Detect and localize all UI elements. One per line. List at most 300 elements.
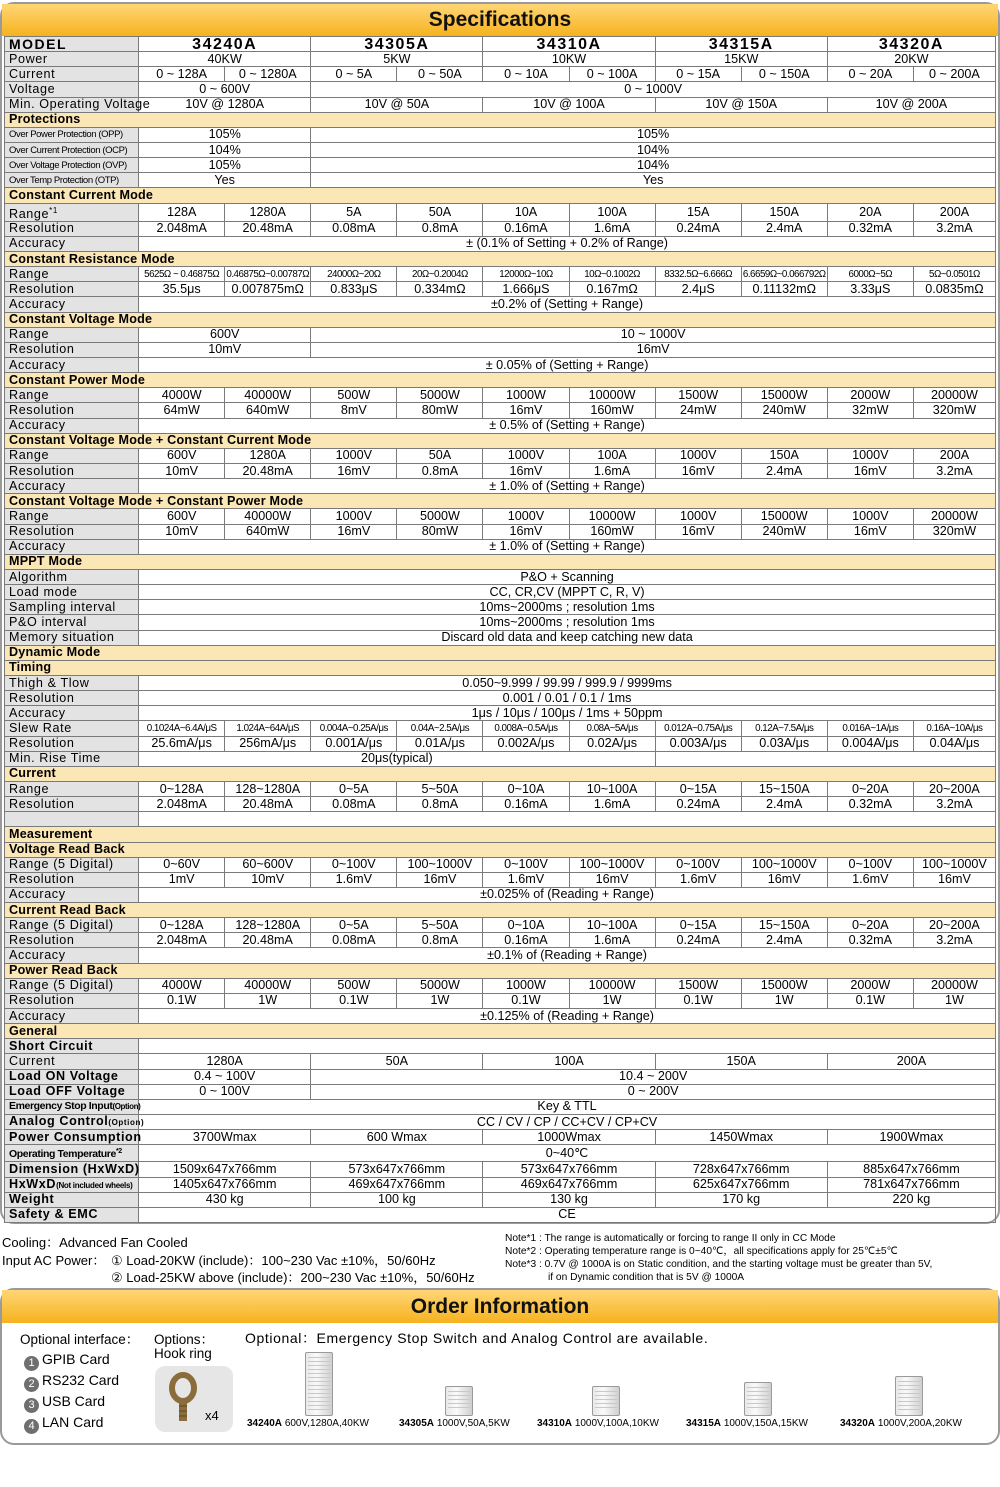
value-cell: 0.24mA <box>655 797 741 812</box>
value-cell: 781x647x766mm <box>827 1177 995 1192</box>
value-cell: 15000W <box>741 978 827 993</box>
value-cell: 50A <box>397 203 483 221</box>
optional-interface-title: Optional interface： <box>20 1332 140 1347</box>
product-image-34240a <box>305 1352 333 1416</box>
value-cell: 1000Wmax <box>483 1130 655 1145</box>
value-cell: 3.2mA <box>913 221 995 236</box>
value-cell: 0.8mA <box>397 933 483 948</box>
value-cell: ± 1.0% of (Setting + Range) <box>139 539 996 554</box>
row-label-accuracy: Accuracy <box>5 539 139 554</box>
value-cell: 0 ~ 5A <box>311 67 397 82</box>
value-cell: 20.48mA <box>225 933 311 948</box>
row-label-accuracy: Accuracy <box>5 479 139 494</box>
value-cell: 0 ~ 200A <box>913 67 995 82</box>
value-cell: 1.6mA <box>569 933 655 948</box>
value-cell: 0 ~ 100V <box>139 1084 311 1099</box>
value-cell: 0.1024A~6.4A/μS <box>139 721 225 736</box>
section-title-prb: Power Read Back <box>5 963 996 978</box>
row-label-algorithm: Algorithm <box>5 569 139 584</box>
value-cell: 100~1000V <box>569 857 655 872</box>
row-label-resolution: Resolution <box>5 524 139 539</box>
row-label-resolution: Resolution <box>5 691 139 706</box>
value-cell: 40000W <box>225 509 311 524</box>
value-cell: 80mW <box>397 524 483 539</box>
min-op-row <box>5 97 996 112</box>
value-cell: 40KW <box>139 52 311 67</box>
value-cell: 1mV <box>139 872 225 887</box>
value-cell: 5000W <box>397 978 483 993</box>
value-cell: 430 kg <box>139 1192 311 1207</box>
value-cell: 5000W <box>397 509 483 524</box>
value-cell: 0.167mΩ <box>569 282 655 297</box>
value-cell: 24000Ω~20Ω <box>311 267 397 282</box>
value-cell: 240mW <box>741 403 827 418</box>
cv-res-row <box>5 342 996 357</box>
option-suffix: (Option) <box>108 1118 145 1128</box>
vrb-res-row <box>5 872 996 887</box>
row-label-range5: Range (5 Digital) <box>5 857 139 872</box>
value-cell: 0.16mA <box>483 221 569 236</box>
row-label-current: Current <box>5 1054 139 1069</box>
value-cell: CC / CV / CP / CC+CV / CP+CV <box>139 1115 996 1130</box>
number-badge-icon: 1 <box>24 1356 39 1371</box>
value-cell: 10V @ 150A <box>655 97 827 112</box>
value-cell: 0.1W <box>655 993 741 1008</box>
section-title-timing: Timing <box>5 660 996 675</box>
value-cell: 3.2mA <box>913 797 995 812</box>
value-cell: 600 Wmax <box>311 1130 483 1145</box>
value-cell: 8332.5Ω~6.666Ω <box>655 267 741 282</box>
value-cell: 600V <box>139 327 311 342</box>
analog-label: Analog Control <box>9 1114 109 1129</box>
value-cell: 640mW <box>225 524 311 539</box>
value-cell: 80mW <box>397 403 483 418</box>
dimension-row <box>5 1162 996 1177</box>
memory-row <box>5 630 996 645</box>
row-label-range5: Range (5 Digital) <box>5 918 139 933</box>
value-cell: 3.2mA <box>913 933 995 948</box>
slew-row <box>5 721 996 736</box>
value-cell: 2.4mA <box>741 797 827 812</box>
value-cell: 200A <box>827 1054 995 1069</box>
value-cell: 1280A <box>139 1054 311 1069</box>
value-cell: 16mV <box>311 524 397 539</box>
value-cell: 0 ~ 50A <box>397 67 483 82</box>
value-cell: 0~15A <box>655 781 741 796</box>
value-cell: 640mW <box>225 403 311 418</box>
row-label-ocp: Over Current Protection (OCP) <box>5 142 139 157</box>
value-cell: 100~1000V <box>741 857 827 872</box>
product-image-34305a <box>445 1386 473 1416</box>
value-cell: 0~128A <box>139 918 225 933</box>
value-cell: 104% <box>311 142 996 157</box>
value-cell: 50A <box>397 448 483 463</box>
section-cv_mode <box>5 312 996 327</box>
value-cell: 5A <box>311 203 397 221</box>
value-cell: 20A <box>827 203 913 221</box>
value-cell: 10000W <box>569 388 655 403</box>
section-cp_mode <box>5 373 996 388</box>
product-model: 34320A <box>840 1418 876 1429</box>
value-cell: 1000V <box>311 509 397 524</box>
ac-power-line-2: ② Load-25KW above (include)：200~230 Vac ±10%，50/60Hz <box>111 1270 475 1285</box>
value-cell: 32mW <box>827 403 913 418</box>
value-cell: 10ms~2000ms ; resolution 1ms <box>139 600 996 615</box>
value-cell: 10mV <box>139 524 225 539</box>
value-cell: 5~50A <box>397 781 483 796</box>
vrb-range-row <box>5 857 996 872</box>
value-cell: 16mV <box>311 342 996 357</box>
value-cell: 2000W <box>827 388 913 403</box>
vrb-acc-row <box>5 887 996 902</box>
row-label-load_off: Load OFF Voltage <box>5 1084 139 1099</box>
value-cell: 3.33μS <box>827 282 913 297</box>
row-label-hxwxd <box>5 1177 139 1192</box>
value-cell: 500W <box>311 978 397 993</box>
row-label-accuracy: Accuracy <box>5 236 139 251</box>
section-title-vrb: Voltage Read Back <box>5 842 996 857</box>
value-cell: 0 ~ 10A <box>483 67 569 82</box>
row-label-sampling: Sampling interval <box>5 600 139 615</box>
value-cell: 1509x647x766mm <box>139 1162 311 1177</box>
section-cc_mode <box>5 188 996 203</box>
value-cell: 0.1W <box>311 993 397 1008</box>
value-cell: 0.08mA <box>311 797 397 812</box>
value-cell: 1.6mV <box>311 872 397 887</box>
row-label-voltage: Voltage <box>5 82 139 97</box>
options-title: Options： <box>154 1332 215 1347</box>
otp-row <box>5 173 996 188</box>
prb-acc-row <box>5 1009 996 1024</box>
value-cell: 4000W <box>139 978 225 993</box>
row-label-opp: Over Power Protection (OPP) <box>5 127 139 142</box>
value-cell: 15A <box>655 203 741 221</box>
value-cell: 0 ~ 1000V <box>311 82 996 97</box>
value-cell: 24mW <box>655 403 741 418</box>
value-cell: 2000W <box>827 978 913 993</box>
value-cell: 728x647x766mm <box>655 1162 827 1177</box>
section-title-general: General <box>5 1024 996 1039</box>
value-cell: ±0.2% of (Setting + Range) <box>139 297 996 312</box>
value-cell: 0.003A/μs <box>655 736 741 751</box>
value-cell: 0.11132mΩ <box>741 282 827 297</box>
value-cell: 16mV <box>311 463 397 478</box>
value-cell: 100~1000V <box>913 857 995 872</box>
value-cell: 2.048mA <box>139 221 225 236</box>
value-cell: 10000W <box>569 978 655 993</box>
row-label-slew: Slew Rate <box>5 721 139 736</box>
section-protections <box>5 112 996 127</box>
product-caption <box>247 1418 369 1429</box>
note-3-cont: if on Dynamic condition that is 5V @ 1000A <box>548 1272 745 1283</box>
value-cell: 3.2mA <box>913 463 995 478</box>
value-cell: 0.002A/μs <box>483 736 569 751</box>
product-model: 34315A <box>686 1418 722 1429</box>
value-cell: 1900Wmax <box>827 1130 995 1145</box>
value-cell: 1W <box>569 993 655 1008</box>
number-badge-icon: 2 <box>24 1377 39 1392</box>
row-label-accuracy: Accuracy <box>5 948 139 963</box>
value-cell: 0~10A <box>483 918 569 933</box>
value-cell: 0.08mA <box>311 933 397 948</box>
value-cell: 20000W <box>913 978 995 993</box>
cvcp-range-row <box>5 509 996 524</box>
ac-power-line-1: ① Load-20KW (include)：100~230 Vac ±10%，50/60Hz <box>111 1253 436 1268</box>
value-cell: 469x647x766mm <box>311 1177 483 1192</box>
value-cell: 500W <box>311 388 397 403</box>
value-cell: 0.04A/μs <box>913 736 995 751</box>
value-cell: 1.6mA <box>569 221 655 236</box>
cvcc-acc-row <box>5 479 996 494</box>
value-cell: ± 1.0% of (Setting + Range) <box>139 479 996 494</box>
t-res-row <box>5 691 996 706</box>
value-cell: 100 kg <box>311 1192 483 1207</box>
algorithm-row <box>5 569 996 584</box>
value-cell: 2.048mA <box>139 797 225 812</box>
value-cell: 4000W <box>139 388 225 403</box>
value-cell: 10V @ 50A <box>311 97 483 112</box>
value-cell: P&O + Scanning <box>139 569 996 584</box>
min-rise-row <box>5 751 996 766</box>
row-label-range: Range <box>5 267 139 282</box>
row-label-range <box>5 203 139 221</box>
value-cell: 130 kg <box>483 1192 655 1207</box>
value-cell: 0.32mA <box>827 933 913 948</box>
value-cell: 16mV <box>655 524 741 539</box>
value-cell: 0.08mA <box>311 221 397 236</box>
prb-res-row <box>5 993 996 1008</box>
blank-label <box>5 812 139 827</box>
section-title-cc_mode: Constant Current Mode <box>5 188 996 203</box>
value-cell: 1000V <box>483 448 569 463</box>
hxwxd-row <box>5 1177 996 1192</box>
notes-area <box>0 1230 1000 1290</box>
value-cell: 25.6mA/μs <box>139 736 225 751</box>
section-current_sec <box>5 766 996 781</box>
empty-cell <box>139 1039 996 1054</box>
power-cons-row <box>5 1130 996 1145</box>
value-cell: 20.48mA <box>225 797 311 812</box>
value-cell: 0.16mA <box>483 933 569 948</box>
cv-range-row <box>5 327 996 342</box>
value-cell: 0~100V <box>483 857 569 872</box>
value-cell: 0.008A~0.5A/μs <box>483 721 569 736</box>
interface-label: RS232 Card <box>42 1372 120 1388</box>
op-temp-label: Operating Temperature <box>9 1148 116 1161</box>
value-cell: 0.007875mΩ <box>225 282 311 297</box>
value-cell: ± 0.05% of (Setting + Range) <box>139 358 996 373</box>
value-cell: 20~200A <box>913 781 995 796</box>
value-cell: 0.016A~1A/μs <box>827 721 913 736</box>
value-cell: 320mW <box>913 403 995 418</box>
value-cell: 1.666μS <box>483 282 569 297</box>
section-title-cp_mode: Constant Power Mode <box>5 373 996 388</box>
value-cell: 35.5μs <box>139 282 225 297</box>
cp-acc-row <box>5 418 996 433</box>
value-cell: 0~100V <box>655 857 741 872</box>
weight-row <box>5 1192 996 1207</box>
value-cell: 1280A <box>225 448 311 463</box>
interface-item <box>24 1393 105 1413</box>
row-label-estop <box>5 1099 139 1114</box>
value-cell: Yes <box>311 173 996 188</box>
value-cell: 105% <box>139 158 311 173</box>
value-cell: 1.6mV <box>827 872 913 887</box>
sc-current-row <box>5 1054 996 1069</box>
value-cell: 885x647x766mm <box>827 1162 995 1177</box>
product-desc: 600V,1280A,40KW <box>284 1418 369 1429</box>
dc-res-row <box>5 797 996 812</box>
value-cell: 150A <box>741 448 827 463</box>
product-caption <box>537 1418 659 1429</box>
row-label-resolution: Resolution <box>5 282 139 297</box>
section-title-cr_mode: Constant Resistance Mode <box>5 252 996 267</box>
value-cell: 600V <box>139 448 225 463</box>
note-marker: *2 <box>115 1148 122 1156</box>
row-label-ovp: Over Voltage Protection (OVP) <box>5 158 139 173</box>
crb-range-row <box>5 918 996 933</box>
value-cell: 2.4μS <box>655 282 741 297</box>
value-cell: 0.16mA <box>483 797 569 812</box>
value-cell: 40000W <box>225 978 311 993</box>
section-title-dynamic: Dynamic Mode <box>5 645 996 660</box>
row-label-current: Current <box>5 67 139 82</box>
value-cell: 0~100V <box>311 857 397 872</box>
empty-cell <box>139 812 996 827</box>
current-row <box>5 67 996 82</box>
value-cell: 16mV <box>827 463 913 478</box>
value-cell: 0.012A~0.75A/μs <box>655 721 741 736</box>
value-cell: 10~100A <box>569 918 655 933</box>
voltage-row <box>5 82 996 97</box>
value-cell: 0.01A/μs <box>397 736 483 751</box>
value-cell: 220 kg <box>827 1192 995 1207</box>
value-cell: 5~50A <box>397 918 483 933</box>
option-suffix: (Option) <box>112 1102 141 1112</box>
value-cell: 10mV <box>139 342 311 357</box>
order-panel <box>0 1288 1000 1445</box>
value-cell: 0.8mA <box>397 797 483 812</box>
value-cell: 104% <box>311 158 996 173</box>
value-cell: 2.4mA <box>741 933 827 948</box>
value-cell: 16mV <box>483 463 569 478</box>
value-cell: 200A <box>913 448 995 463</box>
value-cell: 256mA/μs <box>225 736 311 751</box>
value-cell: 105% <box>139 127 311 142</box>
row-label-range: Range <box>5 509 139 524</box>
row-label-resolution: Resolution <box>5 993 139 1008</box>
value-cell: 5625Ω ~ 0.46875Ω <box>139 267 225 282</box>
row-label-accuracy: Accuracy <box>5 887 139 902</box>
section-timing <box>5 660 996 675</box>
value-cell: 16mV <box>397 872 483 887</box>
section-title-measurement: Measurement <box>5 827 996 842</box>
row-label-resolution: Resolution <box>5 933 139 948</box>
note-1: Note*1 : The range is automatically or forcing to range II only in CC Mode <box>505 1233 836 1244</box>
value-cell: 60~600V <box>225 857 311 872</box>
value-cell: 0.001 / 0.01 / 0.1 / 1ms <box>139 691 996 706</box>
value-cell: 100A <box>569 203 655 221</box>
value-cell: 16mV <box>483 403 569 418</box>
value-cell: 0 ~ 15A <box>655 67 741 82</box>
product-desc: 1000V,150A,15KW <box>723 1418 808 1429</box>
value-cell: 10mV <box>225 872 311 887</box>
number-badge-icon: 3 <box>24 1398 39 1413</box>
interface-item <box>24 1414 103 1434</box>
interface-label: LAN Card <box>42 1414 104 1430</box>
value-cell: 0.16A~10A/μs <box>913 721 995 736</box>
section-title-cv_mode: Constant Voltage Mode <box>5 312 996 327</box>
model-name: 34315A <box>655 37 827 52</box>
safety-row <box>5 1207 996 1222</box>
value-cell: 20μs(typical) <box>139 751 656 766</box>
value-cell: 1.024A~64A/μS <box>225 721 311 736</box>
row-label-resolution: Resolution <box>5 872 139 887</box>
model-row <box>5 37 996 52</box>
value-cell: 0.0835mΩ <box>913 282 995 297</box>
value-cell: 40000W <box>225 388 311 403</box>
value-cell: 0 ~ 100A <box>569 67 655 82</box>
value-cell: Key & TTL <box>139 1099 996 1114</box>
blank-row <box>5 812 996 827</box>
product-caption <box>399 1418 510 1429</box>
value-cell: 16mV <box>655 463 741 478</box>
value-cell: 6.6659Ω~0.066792Ω <box>741 267 827 282</box>
ocp-row <box>5 142 996 157</box>
hxwxd-note: (Not included wheels) <box>56 1180 133 1190</box>
opp-row <box>5 127 996 142</box>
row-label-memory: Memory situation <box>5 630 139 645</box>
value-cell: 15KW <box>655 52 827 67</box>
value-cell: 573x647x766mm <box>311 1162 483 1177</box>
value-cell: 5KW <box>311 52 483 67</box>
row-label-resolution: Resolution <box>5 463 139 478</box>
value-cell: 0~15A <box>655 918 741 933</box>
value-cell: 104% <box>139 142 311 157</box>
row-label-range: Range <box>5 327 139 342</box>
value-cell: 10V @ 1280A <box>139 97 311 112</box>
row-label-min-op: Min. Operating Voltage <box>5 97 139 112</box>
hook-ring-qty: x4 <box>205 1408 219 1423</box>
row-label-po_interval: P&O interval <box>5 615 139 630</box>
value-cell: 160mW <box>569 403 655 418</box>
section-vrb <box>5 842 996 857</box>
value-cell: 0.1W <box>827 993 913 1008</box>
section-title-current_sec: Current <box>5 766 996 781</box>
value-cell: 1405x647x766mm <box>139 1177 311 1192</box>
value-cell: 10mV <box>139 463 225 478</box>
row-label-otp: Over Temp Protection (OTP) <box>5 173 139 188</box>
value-cell: 10 ~ 1000V <box>311 327 996 342</box>
ovp-row <box>5 158 996 173</box>
cvcc-range-row <box>5 448 996 463</box>
row-label-resolution: Resolution <box>5 221 139 236</box>
row-label-accuracy: Accuracy <box>5 418 139 433</box>
interface-label: GPIB Card <box>42 1351 110 1367</box>
value-cell: 1μs / 10μs / 100μs / 1ms + 50ppm <box>139 706 996 721</box>
crb-res-row <box>5 933 996 948</box>
row-label-power: Power <box>5 52 139 67</box>
value-cell: 0.1W <box>483 993 569 1008</box>
value-cell: 128~1280A <box>225 781 311 796</box>
value-cell: 2.4mA <box>741 221 827 236</box>
thigh-row <box>5 675 996 690</box>
value-cell: 0~10A <box>483 781 569 796</box>
value-cell: 0~60V <box>139 857 225 872</box>
cvcp-res-row <box>5 524 996 539</box>
hxwxd-label: HxWxD <box>9 1176 57 1191</box>
value-cell: 64mW <box>139 403 225 418</box>
